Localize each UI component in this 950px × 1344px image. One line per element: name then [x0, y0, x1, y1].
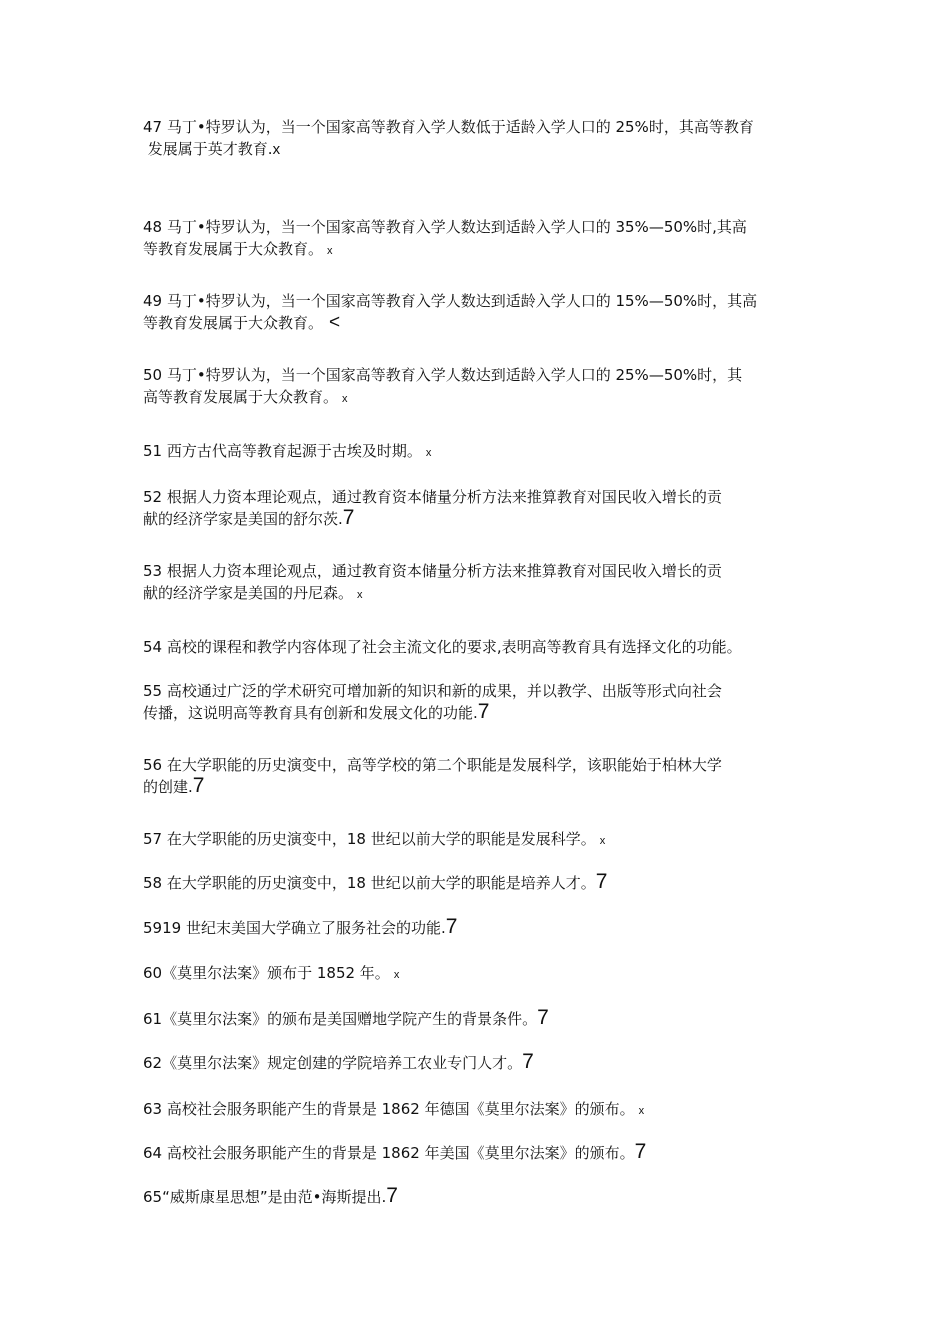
statement-text: 47 马丁•特罗认为，当一个国家高等教育入学人数低于适龄入学人口的 25%时，其高等教育	[143, 118, 754, 136]
statement-52	[143, 486, 815, 530]
verdict-mark: x	[272, 141, 281, 158]
statement-text: 60《莫里尔法案》颁布于 1852 年。	[143, 964, 390, 982]
statement-53	[143, 560, 815, 606]
verdict-mark: x	[357, 589, 363, 601]
statement-text: 64 高校社会服务职能产生的背景是 1862 年美国《莫里尔法案》的颁布。	[143, 1144, 635, 1162]
statement-55	[143, 680, 815, 724]
verdict-mark: x	[327, 245, 333, 257]
verdict-mark: 7	[477, 700, 490, 723]
statement-text: 65“威斯康星思想”是由范•海斯提出.	[143, 1188, 387, 1206]
statement-text: 48 马丁•特罗认为，当一个国家高等教育入学人数达到适龄入学人口的 35%—50%时,其高	[143, 218, 747, 236]
verdict-mark: 7	[445, 915, 458, 938]
statement-59	[143, 917, 815, 939]
statement-text: 56 在大学职能的历史演变中，高等学校的第二个职能是发展科学，该职能始于柏林大学	[143, 756, 722, 774]
statement-63	[143, 1098, 815, 1122]
verdict-mark: x	[425, 447, 432, 459]
statement-text-cont: 献的经济学家是美国的舒尔茨.	[143, 510, 343, 528]
statement-text: 5919 世纪末美国大学确立了服务社会的功能.	[143, 919, 446, 937]
statement-text: 49 马丁•特罗认为，当一个国家高等教育入学人数达到适龄入学人口的 15%—50%时，其高	[143, 292, 758, 310]
statement-51	[143, 440, 815, 464]
verdict-mark: x	[638, 1105, 645, 1117]
verdict-mark: 7	[192, 774, 205, 797]
statement-54	[143, 636, 815, 658]
statement-text: 61《莫里尔法案》的颁布是美国赠地学院产生的背景条件。	[143, 1010, 538, 1028]
statement-57	[143, 828, 815, 852]
statement-65	[143, 1186, 815, 1208]
verdict-mark: x	[599, 835, 606, 847]
statement-62	[143, 1052, 815, 1074]
statement-text: 55 高校通过广泛的学术研究可增加新的知识和新的成果，并以教学、出版等形式向社会	[143, 682, 722, 700]
statement-text-cont: 高等教育发展属于大众教育。	[143, 388, 339, 406]
statement-text: 53 根据人力资本理论观点，通过教育资本储量分析方法来推算教育对国民收入增长的贡	[143, 562, 722, 580]
statement-61	[143, 1008, 815, 1030]
verdict-mark: 7	[342, 506, 355, 529]
statement-text-cont: 等教育发展属于大众教育。	[143, 314, 324, 332]
statement-58	[143, 872, 815, 894]
statement-text-cont: 传播，这说明高等教育具有创新和发展文化的功能.	[143, 704, 478, 722]
statement-text-cont: 等教育发展属于大众教育。	[143, 240, 324, 258]
statement-text: 52 根据人力资本理论观点，通过教育资本储量分析方法来推算教育对国民收入增长的贡	[143, 488, 722, 506]
statement-text: 58 在大学职能的历史演变中，18 世纪以前大学的职能是培养人才。	[143, 874, 596, 892]
statement-64	[143, 1142, 815, 1164]
verdict-mark: 7	[634, 1140, 647, 1163]
statement-50	[143, 364, 815, 410]
statement-text: 63 高校社会服务职能产生的背景是 1862 年德国《莫里尔法案》的颁布。	[143, 1100, 635, 1118]
statement-48	[143, 216, 815, 262]
statement-text: 51 西方古代高等教育起源于古埃及时期。	[143, 442, 422, 460]
verdict-mark: x	[393, 969, 400, 981]
statement-text: 50 马丁•特罗认为，当一个国家高等教育入学人数达到适龄入学人口的 25%—50%时，其	[143, 366, 743, 384]
verdict-mark: 7	[537, 1006, 549, 1029]
statement-text-cont: 的创建.	[143, 778, 193, 796]
verdict-mark: 7	[522, 1050, 534, 1073]
verdict-mark: 7	[386, 1184, 398, 1207]
verdict-mark: 7	[595, 870, 608, 893]
statement-text-cont: 献的经济学家是美国的丹尼森。	[143, 584, 354, 602]
statement-49	[143, 290, 815, 334]
statement-47	[143, 116, 815, 161]
verdict-mark: x	[342, 393, 348, 405]
statement-60	[143, 962, 815, 986]
verdict-mark: <	[329, 312, 341, 333]
statement-text-cont: 发展属于英才教育.	[147, 140, 273, 158]
statement-text: 54 高校的课程和教学内容体现了社会主流文化的要求,表明高等教育具有选择文化的功能。	[143, 638, 742, 656]
statement-text: 62《莫里尔法案》规定创建的学院培养工农业专门人才。	[143, 1054, 523, 1072]
statement-56	[143, 754, 815, 798]
statement-text: 57 在大学职能的历史演变中，18 世纪以前大学的职能是发展科学。	[143, 830, 596, 848]
